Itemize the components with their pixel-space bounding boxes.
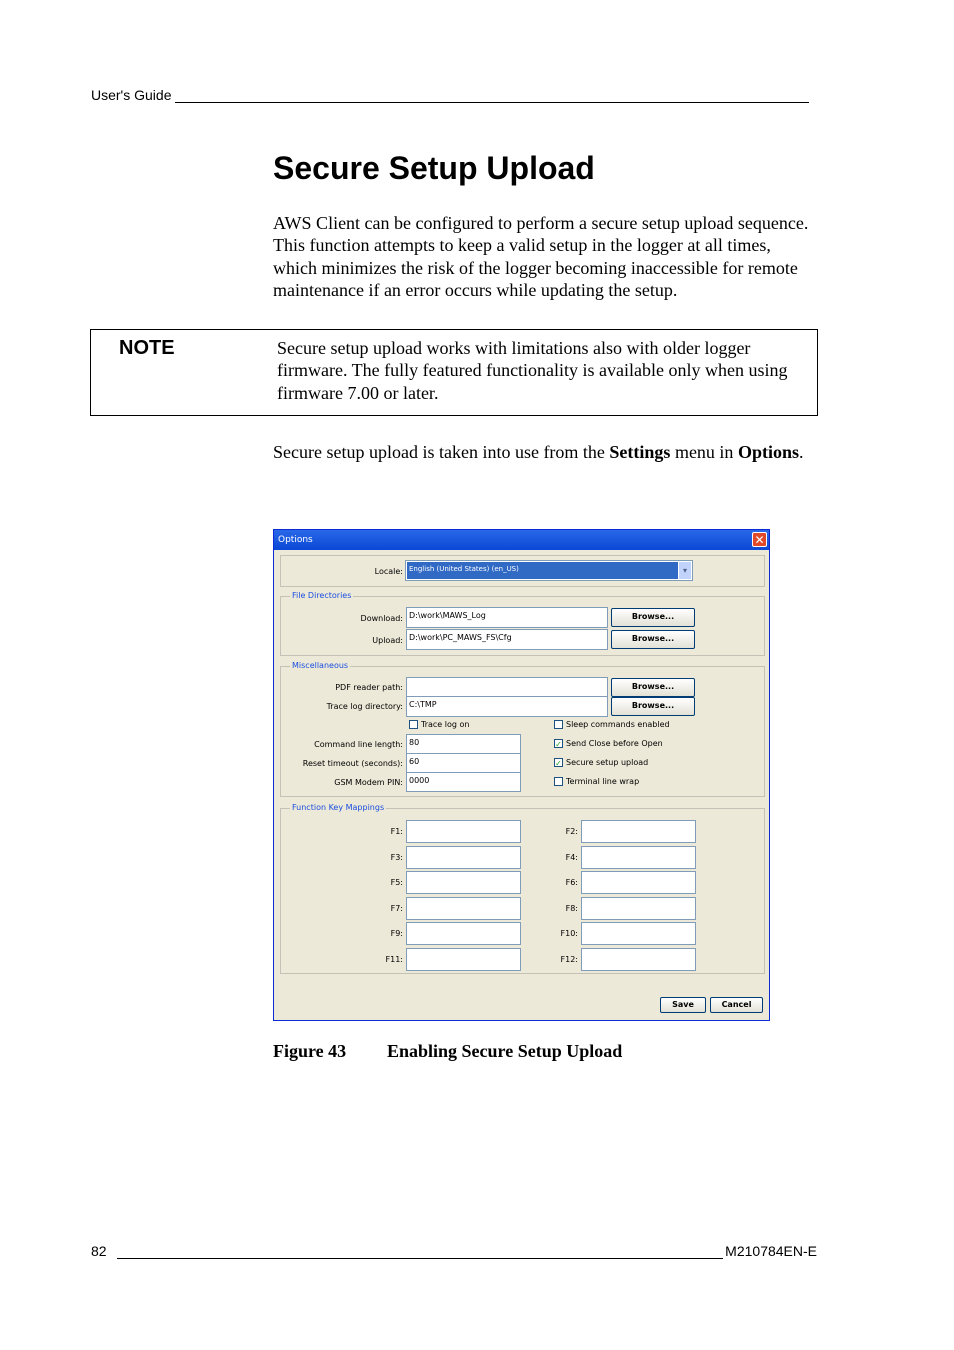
function-key-label: F12: [560, 954, 578, 964]
checkbox-box[interactable] [554, 777, 563, 786]
function-key-label: F3: [390, 852, 403, 862]
chevron-down-icon[interactable]: ▾ [679, 562, 691, 579]
close-icon[interactable]: ✕ [752, 532, 767, 547]
function-key-label: F11: [385, 954, 403, 964]
function-key-field[interactable] [406, 897, 521, 920]
usage-settings: Settings [609, 442, 671, 462]
page-footer [91, 1243, 817, 1259]
function-key-field[interactable] [581, 922, 696, 945]
header-rule [175, 88, 809, 103]
checkbox-box[interactable] [409, 720, 418, 729]
trace-dir-label: Trace log directory: [326, 702, 403, 711]
note-label: NOTE [119, 337, 175, 359]
page-number: 82 [91, 1243, 107, 1259]
gsm-pin-label: GSM Modem PIN: [334, 778, 403, 787]
checkbox-box[interactable] [554, 720, 563, 729]
terminal-line-wrap-checkbox[interactable]: Terminal line wrap [554, 777, 639, 786]
file-directories-group [280, 591, 765, 656]
footer-rule [117, 1244, 724, 1259]
upload-field[interactable]: D:\work\PC_MAWS_FS\Cfg [406, 629, 608, 650]
function-key-label: F6: [565, 878, 578, 887]
dialog-title: Options [278, 535, 313, 545]
checkbox-box[interactable]: ✓ [555, 759, 562, 768]
download-label: Download: [360, 614, 403, 623]
trace-browse-button[interactable]: Browse... [611, 697, 695, 716]
file-directories-title: File Directories [292, 591, 352, 600]
trace-log-on-checkbox[interactable]: Trace log on [409, 720, 469, 729]
upload-browse-button[interactable]: Browse... [611, 630, 695, 649]
function-key-field[interactable] [406, 922, 521, 945]
function-key-field[interactable] [581, 897, 696, 920]
function-key-field[interactable] [581, 871, 696, 894]
send-close-checkbox[interactable]: ✓ Send Close before Open [555, 739, 663, 749]
miscellaneous-title: Miscellaneous [292, 661, 349, 670]
note-box [90, 329, 818, 416]
document-id: M210784EN-E [725, 1243, 817, 1259]
section-title: Secure Setup Upload [273, 150, 595, 186]
miscellaneous-group [280, 661, 765, 797]
options-dialog [273, 529, 770, 1021]
pdf-reader-label: PDF reader path: [335, 683, 403, 692]
trace-dir-field[interactable]: C:\TMP [406, 696, 608, 717]
function-key-label: F2: [565, 827, 578, 836]
gsm-pin-field[interactable]: 0000 [406, 772, 521, 792]
cancel-button[interactable]: Cancel [710, 997, 763, 1013]
pdf-browse-button[interactable]: Browse... [611, 678, 695, 697]
reset-timeout-label: Reset timeout (seconds): [302, 759, 403, 768]
download-browse-button[interactable]: Browse... [611, 608, 695, 627]
command-line-length-label: Command line length: [314, 740, 403, 749]
figure-number: Figure 43 [273, 1041, 347, 1061]
function-key-field[interactable] [406, 948, 521, 971]
usage-prefix: Secure setup upload is taken into use from the [273, 442, 610, 462]
intro-paragraph: AWS Client can be configured to perform a secure setup upload sequence. This function attempts to keep a valid setup in the logger at all times, which minimizes the risk of the logger becoming inaccessible for remote maintenance if an error occurs while updating the setup. [273, 213, 809, 300]
function-key-field[interactable] [406, 846, 521, 869]
function-key-field[interactable] [581, 948, 696, 971]
figure-caption [273, 1041, 622, 1062]
upload-label: Upload: [372, 636, 403, 645]
usage-middle: menu in [670, 442, 738, 462]
function-key-label: F9: [390, 929, 403, 938]
locale-select[interactable] [405, 560, 693, 581]
function-key-label: F5: [390, 878, 403, 887]
locale-value: English (United States) (en_US) [407, 562, 678, 579]
function-key-field[interactable] [581, 820, 696, 843]
locale-group [280, 555, 765, 587]
function-key-label: F10: [560, 929, 578, 938]
page-header [91, 87, 809, 103]
function-keys-title: Function Key Mappings [292, 803, 385, 812]
secure-setup-upload-checkbox[interactable]: ✓ Secure setup upload [555, 758, 649, 768]
function-key-field[interactable] [406, 871, 521, 894]
checkbox-box[interactable]: ✓ [555, 740, 562, 749]
dialog-titlebar [274, 530, 769, 550]
download-field[interactable]: D:\work\MAWS_Log [406, 607, 608, 628]
usage-paragraph [273, 441, 818, 463]
usage-options: Options [737, 442, 799, 462]
save-button[interactable]: Save [660, 997, 706, 1013]
usage-suffix: . [798, 442, 804, 462]
header-text: User's Guide [91, 87, 172, 103]
function-key-field[interactable] [406, 820, 521, 843]
function-key-label: F7: [390, 903, 403, 913]
sleep-commands-checkbox[interactable]: Sleep commands enabled [554, 720, 670, 729]
pdf-reader-field[interactable] [406, 677, 608, 698]
command-line-length-field[interactable]: 80 [406, 734, 521, 754]
function-key-label: F4: [565, 852, 578, 862]
function-key-label: F1: [390, 827, 403, 836]
function-key-label: F8: [565, 903, 578, 913]
locale-label: Locale: [374, 567, 403, 576]
reset-timeout-field[interactable]: 60 [406, 753, 521, 773]
figure-title: Enabling Secure Setup Upload [387, 1041, 623, 1061]
note-text: Secure setup upload works with limitations also with older logger firmware. The fully featured functionality is available only when using firmware 7.00 or later. [277, 338, 788, 403]
function-key-field[interactable] [581, 846, 696, 869]
function-keys-group [280, 803, 765, 974]
